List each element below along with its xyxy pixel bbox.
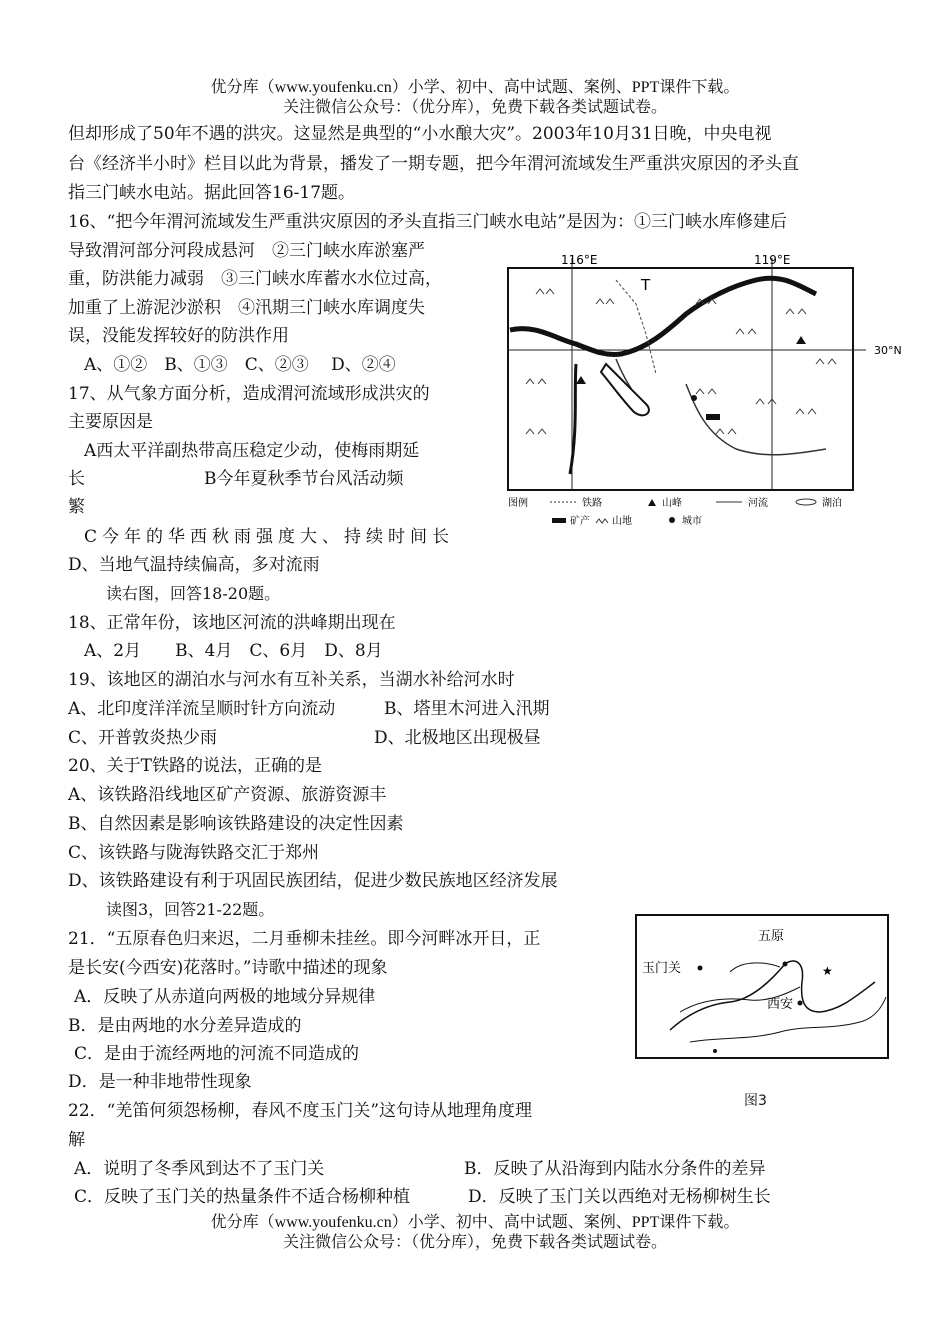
intro-line-3: 指三门峡水电站。据此回答16-17题。 [68,183,356,203]
q18-stem: 18、正常年份，该地区河流的洪峰期出现在 [68,613,396,633]
q17-option-b-2: 繁 [68,497,85,517]
q16-options: A、①② B、①③ C、②③ D、②④ [84,355,396,375]
q17-option-a-1: A西太平洋副热带高压稳定少动，使梅雨期延 [84,441,420,461]
city-dot [691,395,697,401]
q20-option-c: C、该铁路与陇海铁路交汇于郑州 [68,843,320,863]
legend-mine: 矿产 [570,516,590,526]
header-line-1: 优分库（www.youfenku.cn）小学、初中、高中试题、案例、PPT课件下载。 [210,79,740,96]
header-line-2: 关注微信公众号：（优分库），免费下载各类试题试卷。 [282,99,667,116]
q22-option-a: A．说明了冬季风到达不了玉门关 [74,1159,325,1179]
yellow-river [670,961,875,1030]
q16-line-2: 导致渭河部分河段成悬河 ②三门峡水库淤塞严 [68,241,425,261]
q20-option-a: A、该铁路沿线地区矿产资源、旅游资源丰 [68,785,387,805]
q17-line-1: 17、从气象方面分析，造成渭河流域形成洪灾的 [68,384,430,404]
lat-30-label: 30°N [874,344,902,357]
intro-line-1: 但却形成了50年不遇的洪灾。这显然是典型的“小水酿大灾”。2003年10月31日晚，中央电视 [68,124,772,144]
q19-option-c: C、开普敦炎热少雨 [68,728,218,748]
q22-line-2: 解 [68,1130,85,1150]
xian-label: 西安 [767,997,794,1012]
city-dot-small [713,1049,717,1053]
legend-peak: 山峰 [662,498,682,509]
main-river [510,278,816,354]
wuyuan-dot [783,962,788,967]
legend-lake: 湖泊 [822,498,842,509]
q21-option-a: A．反映了从赤道向两极的地域分异规律 [74,987,376,1007]
railway-line [616,280,656,374]
q16-line-4: 加重了上游泥沙淤积 ④汛期三门峡水库调度失 [68,298,425,318]
q19-option-b: B、塔里木河进入汛期 [384,699,550,719]
q22-line-1: 22．“羌笛何须怨杨柳，春风不度玉门关”这句诗从地理角度理 [68,1101,533,1121]
border-line-2 [730,963,780,972]
peak-symbol [796,336,806,344]
legend-mountain: 山地 [612,516,632,526]
legend-title: 图例 [508,498,528,509]
legend-city: 城市 [682,516,702,526]
figure-3-caption: 图3 [744,1093,767,1109]
q16-line-5: 误，没能发挥较好的防洪作用 [68,326,289,346]
q16-line-3: 重，防洪能力减弱 ③三门峡水库蓄水水位过高， [68,269,442,289]
legend-railway: 铁路 [582,498,602,509]
tributary [570,364,576,474]
q20-stem: 20、关于T铁路的说法，正确的是 [68,756,322,776]
railway-t-label: T [641,276,651,294]
read-fig3-instruction: 读图3，回答21-22题。 [106,900,275,919]
map-frame [508,268,853,490]
q16-line-1: 16、“把今年渭河流域发生严重洪灾原因的矛头直指三门峡水电站”是因为：①三门峡水库修建后 [68,212,788,232]
q22-option-b: B．反映了从沿海到内陆水分条件的差异 [464,1159,766,1179]
read-map-instruction: 读右图，回答18-20题。 [106,584,281,603]
q19-option-a: A、北印度洋洋流呈顺时针方向流动 [68,699,336,719]
q22-option-d: D．反映了玉门关以西绝对无杨柳树生长 [468,1187,771,1207]
q22-option-c: C．反映了玉门关的热量条件不适合杨柳种植 [74,1187,411,1207]
yumenguan-label: 玉门关 [642,961,682,976]
mine-symbol [706,414,720,420]
q21-option-b: B．是由两地的水分差异造成的 [68,1016,302,1036]
q20-option-b: B、自然因素是影响该铁路建设的决定性因素 [68,814,404,834]
q19-stem: 19、该地区的湖泊水与河水有互补关系，当湖水补给河水时 [68,670,515,690]
lon-116-label: 116°E [561,253,598,267]
q18-options: A、2月 B、4月 C、6月 D、8月 [84,641,383,661]
q21-line-1: 21．“五原春色归来迟，二月垂柳未挂丝。即今河畔冰开日，正 [68,929,541,949]
q17-option-d: D、当地气温持续偏高，多对流雨 [68,555,320,575]
legend-river: 河流 [748,498,768,509]
q21-line-2: 是长安(今西安)花落时。”诗歌中描述的现象 [68,958,388,978]
q21-option-d: D．是一种非地带性现象 [68,1072,252,1092]
wuyuan-label: 五原 [758,929,785,944]
star-icon: ★ [822,964,833,978]
q17-option-c: C今年的华西秋雨强度大、持续时间长 [84,527,455,547]
footer-line-2: 关注微信公众号：（优分库），免费下载各类试题试卷。 [282,1234,667,1251]
intro-line-2: 台《经济半小时》栏目以此为背景，播发了一期专题，把今年渭河流域发生严重洪灾原因的矛头直 [68,154,799,174]
lon-119-label: 119°E [754,253,791,267]
yumenguan-dot [698,966,703,971]
q17-option-a-2: 长 B今年夏秋季节台风活动频 [68,469,404,489]
peak-symbol [576,376,586,384]
lake [601,364,649,415]
q17-line-2: 主要原因是 [68,412,153,432]
figure-3-map [630,912,892,1062]
q19-option-d: D、北极地区出现极昼 [374,728,541,748]
q20-option-d: D、该铁路建设有利于巩固民族团结，促进少数民族地区经济发展 [68,871,558,891]
q21-option-c: C．是由于流经两地的河流不同造成的 [74,1044,360,1064]
xian-dot [798,1001,803,1006]
footer-line-1: 优分库（www.youfenku.cn）小学、初中、高中试题、案例、PPT课件下载。 [210,1214,740,1231]
region-map [496,244,916,526]
